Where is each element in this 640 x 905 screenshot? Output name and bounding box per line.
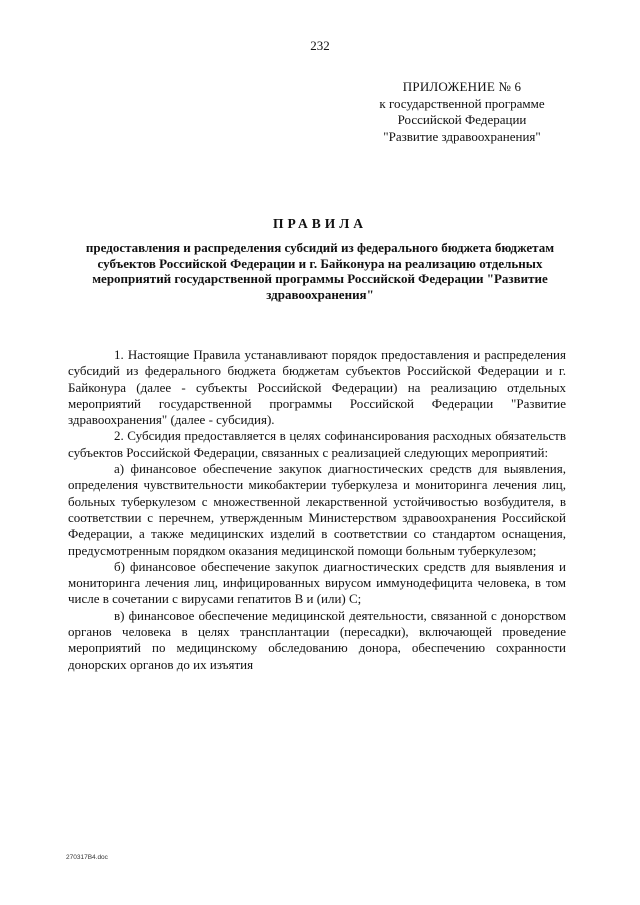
page-number: 232 bbox=[310, 38, 330, 53]
paragraph: в) финансовое обеспечение медицинской деятельности, связанной с донорством органов человека в целях трансплантации (пересадки), включающей проведение мероприятий по медицинскому обследованию донора, обеспечению сохранности донорских органов до их изъятия bbox=[68, 607, 566, 672]
appendix-line: к государственной программе bbox=[379, 95, 545, 111]
appendix-line: "Развитие здравоохранения" bbox=[383, 128, 541, 144]
appendix-heading: ПРИЛОЖЕНИЕ № 6 bbox=[402, 79, 522, 94]
document-subtitle: предоставления и распределения субсидий из федерального бюджета бюджетам субъектов Российской Федерации и г. Байконура на реализацию отдельных мероприятий государственной программы Российской Федерации "Развитие здравоохранения" bbox=[85, 240, 555, 302]
appendix-line: Российской Федерации bbox=[397, 112, 527, 127]
paragraph: б) финансовое обеспечение закупок диагностических средств для выявления и мониторинга лечения лиц, инфицированных вирусом иммунодефицита человека, в том числе в сочетании с вирусами гепатитов B и (или) C; bbox=[68, 558, 566, 607]
document-body bbox=[68, 347, 566, 673]
document-title: ПРАВИЛА bbox=[272, 216, 368, 231]
paragraph: 1. Настоящие Правила устанавливают порядок предоставления и распределения субсидий из федерального бюджета бюджетам субъектов Российской Федерации и г. Байконура (далее - субъекты Российской Федерации) на реализацию отдельных мероприятий государственной программы Российской Федерации "Развитие здравоохранения" (далее - субсидия). bbox=[68, 347, 566, 428]
file-name-footer: 270317В4.doc bbox=[66, 854, 108, 861]
appendix-header bbox=[352, 79, 572, 145]
paragraph: а) финансовое обеспечение закупок диагностических средств для выявления, определения чувствительности микобактерии туберкулеза и мониторинга лечения лиц, больных туберкулезом с множественной лекарственной устойчивостью возбудителя, в соответствии с перечнем, утвержденным Министерством здравоохранения Российской Федерации, а также медицинских изделий в соответствии со стандартом оснащения, предусмотренным порядком оказания медицинской помощи больным туберкулезом; bbox=[68, 461, 566, 558]
paragraph: 2. Субсидия предоставляется в целях софинансирования расходных обязательств субъектов Российской Федерации, связанных с реализацией следующих мероприятий: bbox=[68, 428, 566, 460]
